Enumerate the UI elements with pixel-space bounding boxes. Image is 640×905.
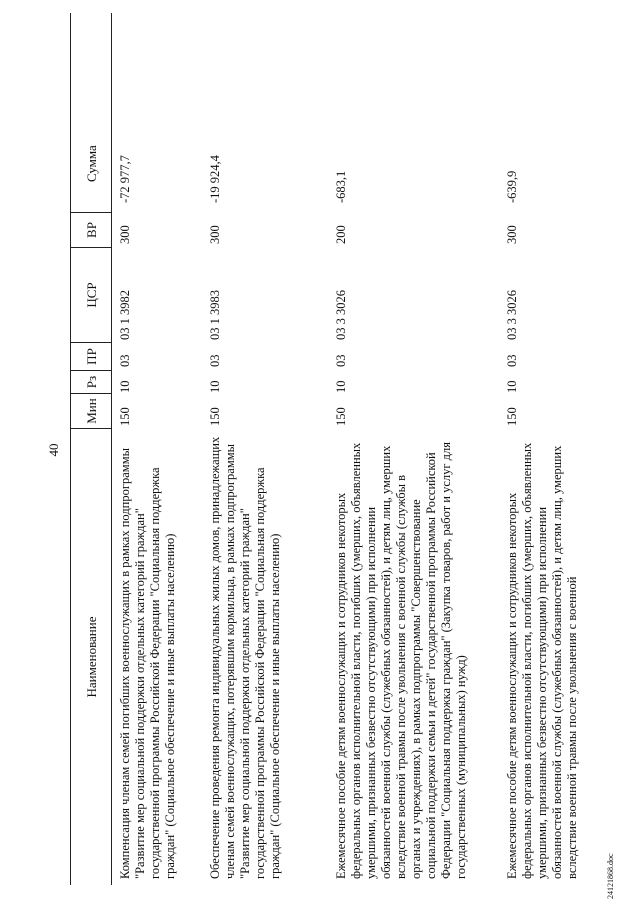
row-sum: -639,9 (505, 170, 519, 203)
table-row (328, 13, 499, 885)
row-pr: 03 (208, 354, 222, 367)
row-pr: 03 (505, 354, 519, 367)
document-footer: 24121868.doc (606, 853, 615, 899)
header-rz: Рз (71, 371, 111, 394)
row-vr: 300 (208, 225, 222, 244)
header-pr: ПР (71, 343, 111, 371)
row-name: Компенсация членам семей погибших военнослужащих в рамках подпрограммы "Развитие мер социальной поддержки отдельных категорий граждан" государственной программы Российской Федерации "Социальная поддержка граждан" (Социальное обеспечение и иные выплаты населению) (118, 447, 177, 879)
row-min: 150 (118, 407, 132, 426)
header-vr: ВР (71, 213, 111, 248)
row-name: Ежемесячное пособие детям военнослужащих и сотрудников некоторых федеральных органов исполнительной власти, погибших (умерших, объявленных умершими, признанных безвестно отсутствующими) при исполнении обязанностей военной службы (служебных обязанностей), и детям лиц, умерших вследствие военной травмы после увольнения с военной службы (службы в органах и учреждениях), в рамках подпрограммы "Совершенствование социальной поддержки семьи и детей" государственной программы Российской Федерации "Социальная поддержка граждан" (Закупка товаров, работ и услуг для государственных (муниципальных) нужд) (334, 442, 468, 879)
row-min: 150 (334, 407, 348, 426)
row-csr: 03 3 3026 (505, 290, 519, 340)
row-pr: 03 (334, 354, 348, 367)
table-row (112, 13, 202, 885)
row-vr: 200 (334, 225, 348, 244)
row-rz: 10 (208, 380, 222, 393)
row-vr: 300 (505, 225, 519, 244)
row-min: 150 (505, 407, 519, 426)
row-sum: -19 924,4 (208, 155, 222, 203)
budget-table (70, 13, 613, 885)
table-header (71, 13, 112, 885)
table-row (202, 13, 328, 885)
row-name: Обеспечение проведения ремонта индивидуальных жилых домов, принадлежащих членам семей военнослужащих, потерявшим кормильца, в рамках подпрограммы "Развитие мер социальной поддержки отдельных категорий граждан" государственной программы Российской Федерации "Социальная поддержка граждан" (Социальное обеспечение и иные выплаты населению) (208, 436, 282, 879)
header-csr: ЦСР (71, 248, 111, 343)
row-csr: 03 3 3026 (334, 290, 348, 340)
row-name: Ежемесячное пособие детям военнослужащих и сотрудников некоторых федеральных органов исполнительной власти, погибших (умерших, объявленных умершими, признанных безвестно отсутствующими) при исполнении обязанностей военной службы (служебных обязанностей), и детям лиц, умерших вследствие военной травмы после увольнения с военной (505, 442, 579, 879)
row-rz: 10 (334, 380, 348, 393)
row-rz: 10 (118, 380, 132, 393)
row-csr: 03 1 3983 (208, 290, 222, 340)
header-sum: Сумма (71, 13, 111, 213)
row-min: 150 (208, 407, 222, 426)
header-name: Наименование (83, 616, 99, 698)
table-row (499, 13, 613, 885)
row-vr: 300 (118, 225, 132, 244)
row-sum: -72 977,7 (118, 155, 132, 203)
page-number: 40 (46, 443, 61, 457)
row-pr: 03 (118, 354, 132, 367)
row-rz: 10 (505, 380, 519, 393)
row-csr: 03 1 3982 (118, 290, 132, 340)
header-min: Мин (71, 394, 111, 429)
row-sum: -683,1 (334, 170, 348, 203)
